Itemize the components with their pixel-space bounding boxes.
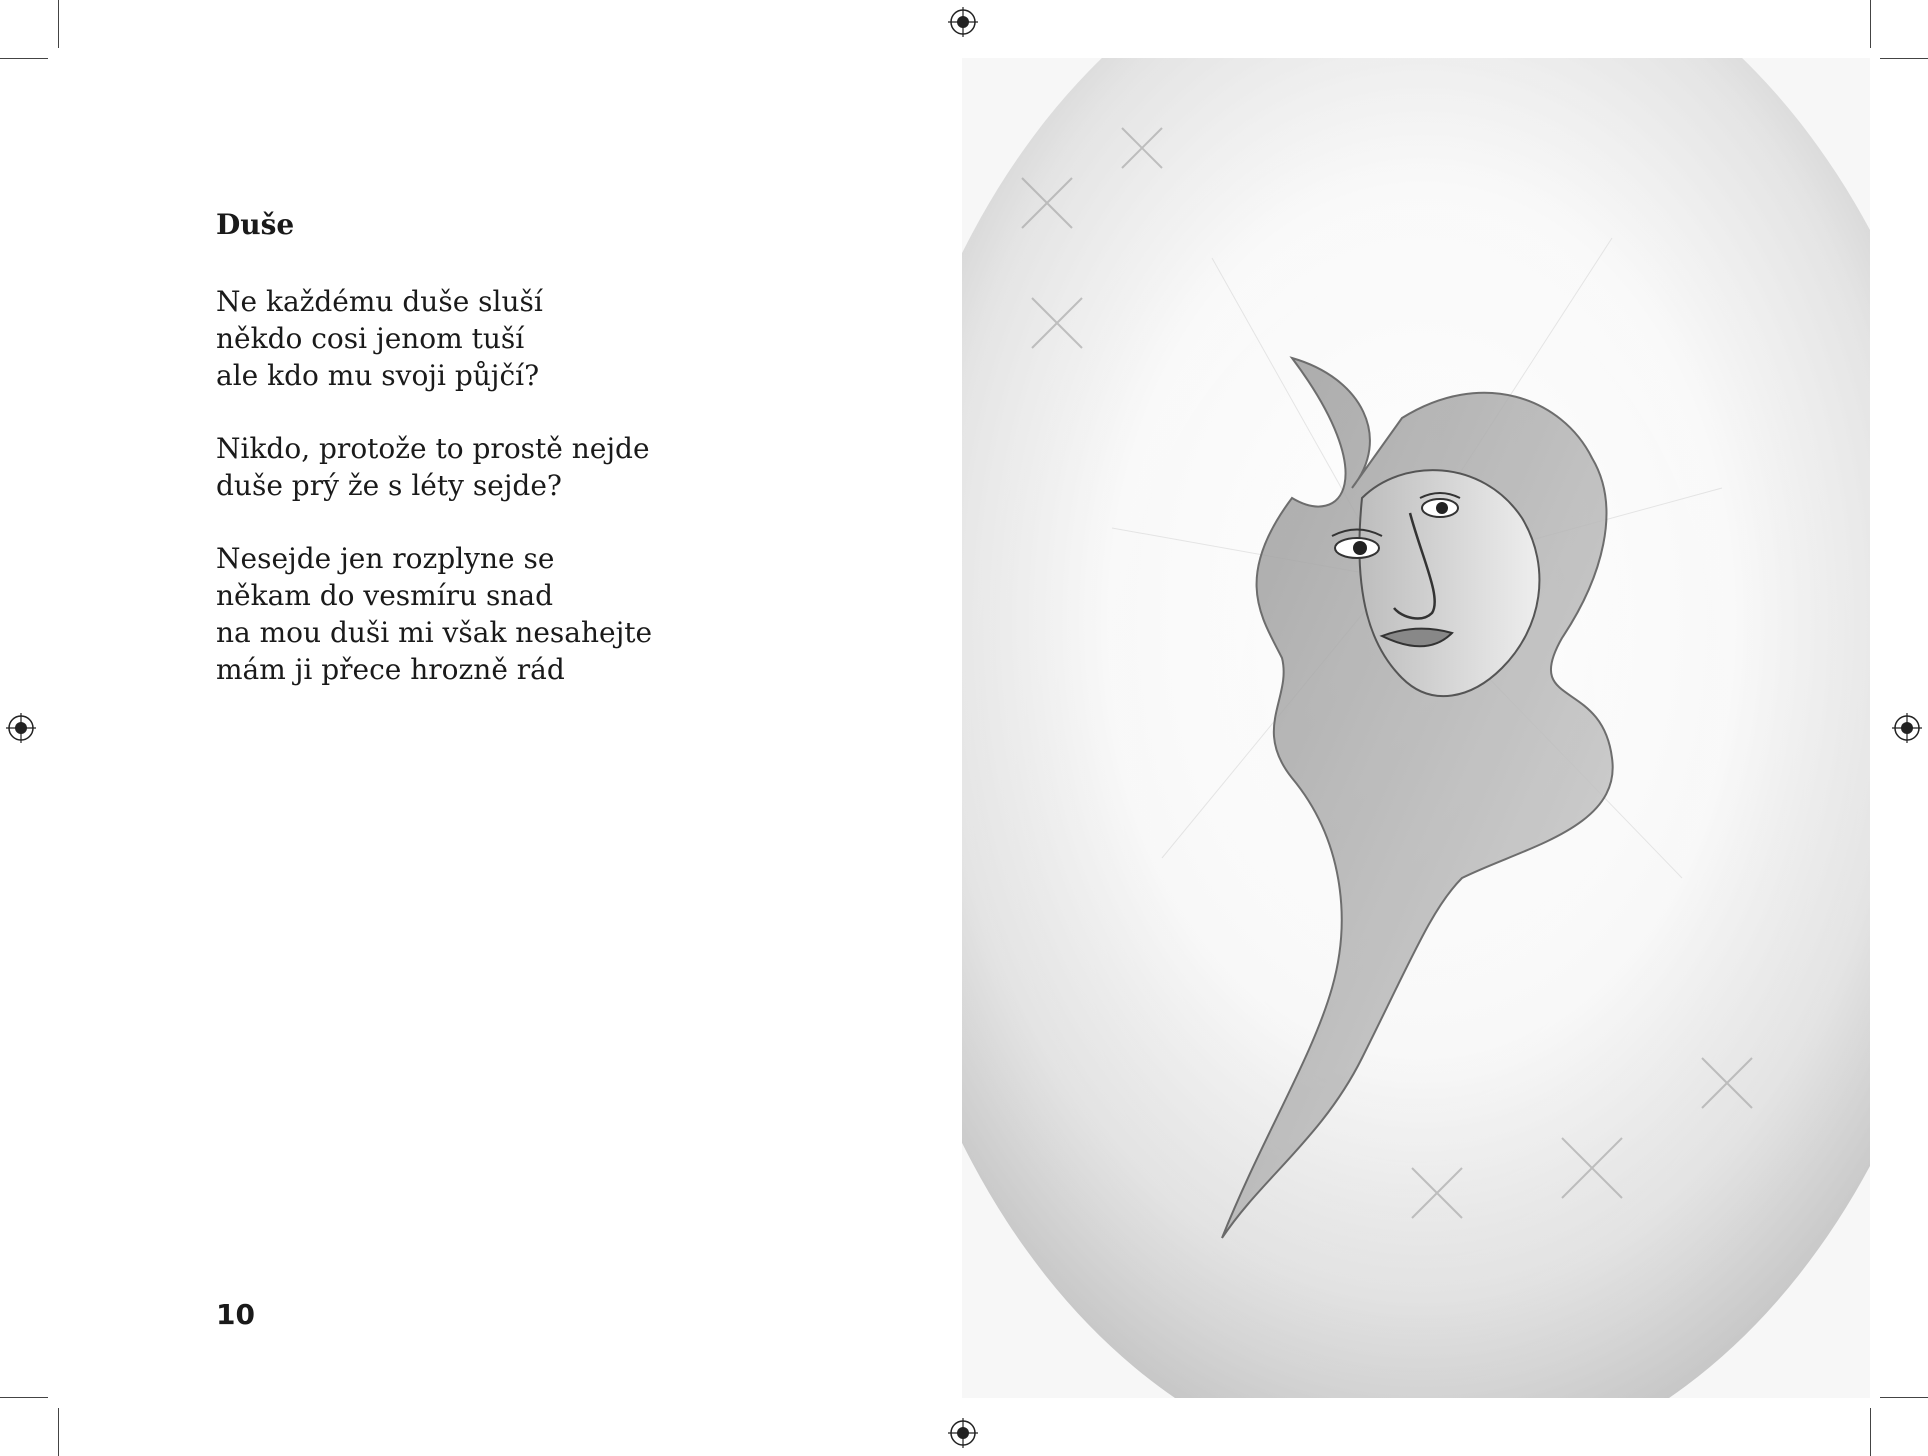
poem-line: mám ji přece hrozně rád	[216, 653, 565, 686]
stanza-1	[216, 283, 543, 394]
crop-mark	[1880, 1397, 1928, 1398]
poem-line: ale kdo mu svoji půjčí?	[216, 359, 540, 392]
registration-mark-left	[6, 713, 36, 743]
stanza-2	[216, 430, 650, 504]
poem-title: Duše	[216, 208, 295, 241]
crop-mark	[1870, 1408, 1871, 1456]
registration-mark-right	[1892, 713, 1922, 743]
poem-line: Nikdo, protože to prostě nejde	[216, 432, 650, 465]
crop-mark	[58, 0, 59, 48]
registration-mark-top	[948, 7, 978, 37]
poem-line: duše prý že s léty sejde?	[216, 469, 562, 502]
crop-mark	[1870, 0, 1871, 48]
crop-mark	[1880, 58, 1928, 59]
poem-line: Nesejde jen rozplyne se	[216, 542, 555, 575]
page-number: 10	[216, 1298, 255, 1331]
stanza-3	[216, 540, 652, 688]
poem-line: někdo cosi jenom tuší	[216, 322, 525, 355]
poem-line: Ne každému duše sluší	[216, 285, 543, 318]
crop-mark	[0, 1397, 48, 1398]
crop-mark	[0, 58, 48, 59]
poem-line: na mou duši mi však nesahejte	[216, 616, 653, 649]
poem-line: někam do vesmíru snad	[216, 579, 553, 612]
crop-mark	[58, 1408, 59, 1456]
pencil-illustration	[962, 58, 1870, 1398]
registration-mark-bottom	[948, 1418, 978, 1448]
